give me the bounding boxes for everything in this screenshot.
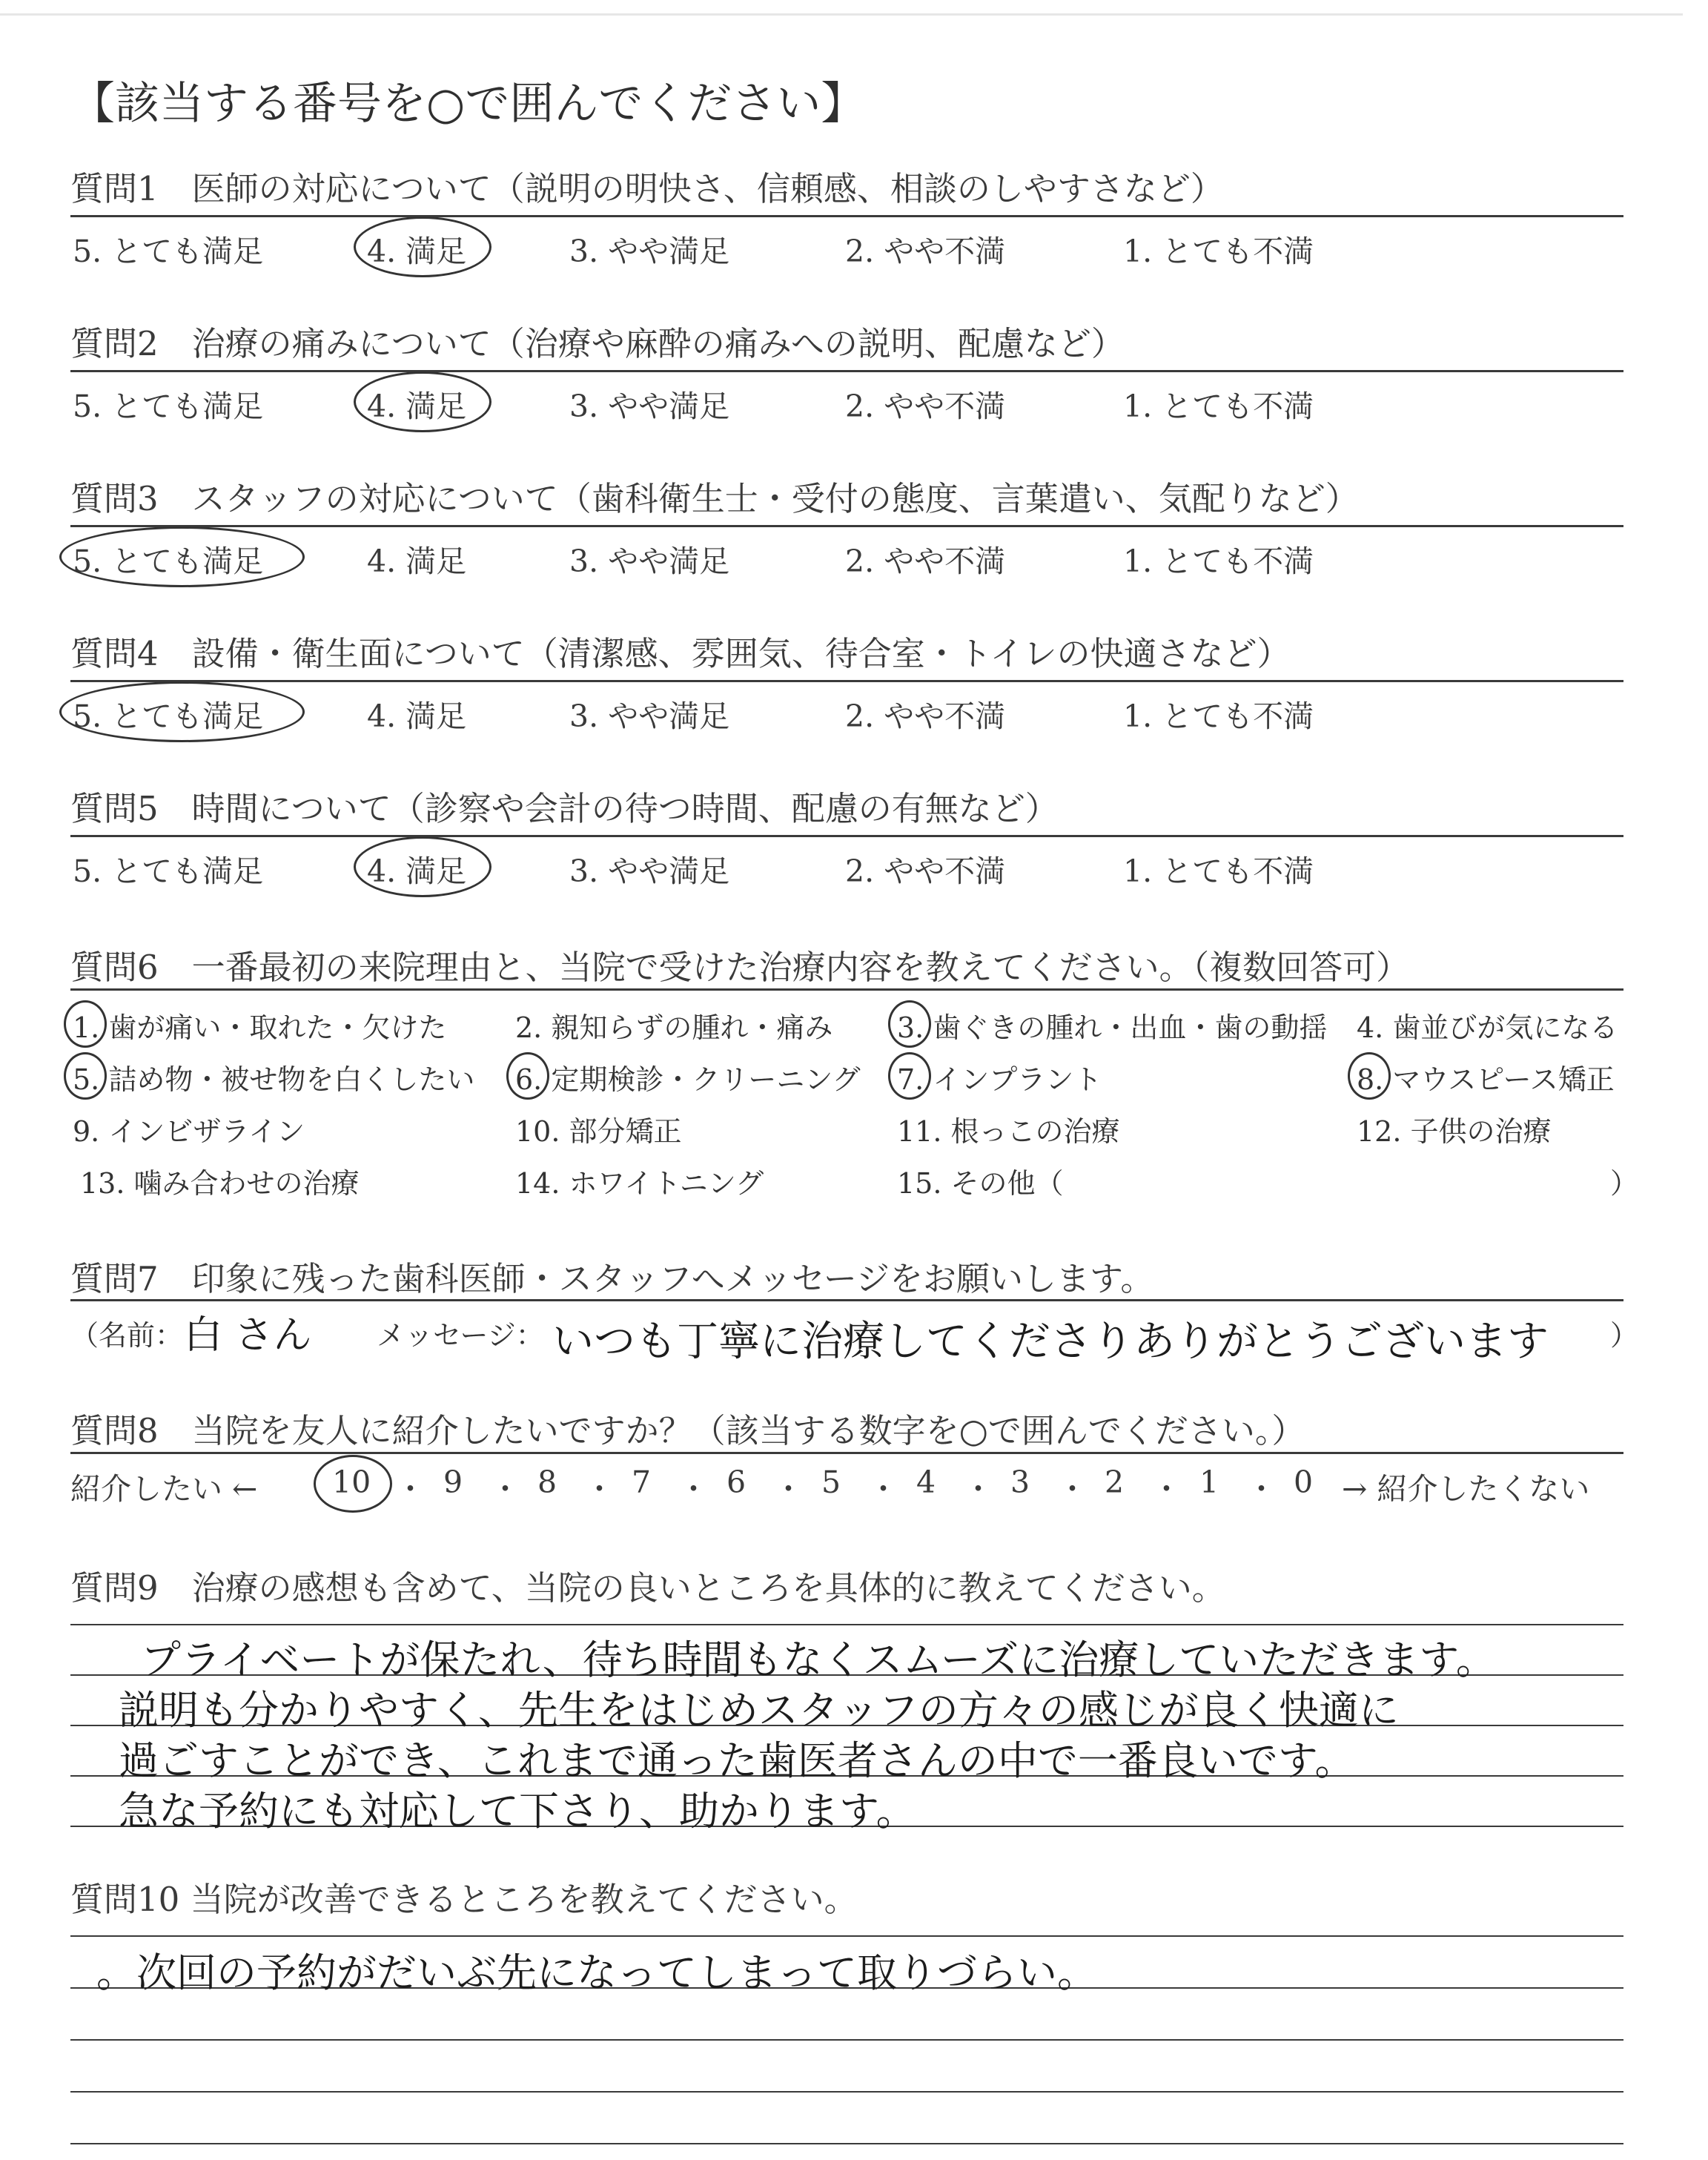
q1-option-4[interactable]: 4. 満足 xyxy=(367,234,467,269)
q8-scale-separator: ・ xyxy=(395,1471,426,1507)
q9-answer-line[interactable]: 急な予約にも対応して下さり、助かります。 xyxy=(119,1788,916,1834)
q9-title: 質問9 治療の感想も含めて、当院の良いところを具体的に教えてください。 xyxy=(70,1568,1225,1608)
q4-option-2[interactable]: 2. やや不満 xyxy=(845,698,1006,734)
q8-scale-3[interactable]: 3 xyxy=(1010,1464,1030,1500)
q7-title: 質問7 印象に残った歯科医師・スタッフへメッセージをお願いします。 xyxy=(70,1259,1154,1298)
q6-option-6[interactable]: 6. 定期検診・クリーニング xyxy=(515,1063,861,1096)
q6-option-5[interactable]: 5. 詰め物・被せ物を白くしたい xyxy=(73,1063,475,1096)
q8-scale-10[interactable]: 10 xyxy=(332,1464,371,1500)
q6-option-11[interactable]: 11. 根っこの治療 xyxy=(897,1115,1120,1148)
q8-scale-separator: ・ xyxy=(490,1471,520,1507)
q8-scale-1[interactable]: 1 xyxy=(1199,1464,1219,1500)
q9-answer-line[interactable]: 説明も分かりやすく、先生をはじめスタッフの方々の感じが良く快適に xyxy=(119,1687,1399,1734)
q6-rule xyxy=(70,988,1623,991)
q3-option-5[interactable]: 5. とても満足 xyxy=(73,544,264,579)
q9-answer-line[interactable]: 過ごすことができ、これまで通った歯医者さんの中で一番良いです。 xyxy=(119,1737,1355,1784)
q5-selected-circle xyxy=(354,836,491,897)
q5-title: 質問5 時間について（診察や会計の待つ時間、配慮の有無など） xyxy=(70,789,1059,828)
q9-rule xyxy=(70,1624,1623,1625)
q10-answer-line[interactable]: 。次回の予約がだいぶ先になってしまって取りづらい。 xyxy=(96,1949,1097,1996)
q4-option-1[interactable]: 1. とても不満 xyxy=(1123,698,1314,734)
q8-scale-4[interactable]: 4 xyxy=(916,1464,936,1500)
q8-right-label: → 紹介したくない xyxy=(1342,1471,1590,1507)
q10-rule xyxy=(70,2091,1623,2093)
q6-option-5-circle xyxy=(64,1052,107,1100)
q6-option-4[interactable]: 4. 歯並びが気になる xyxy=(1357,1011,1618,1044)
q4-option-5[interactable]: 5. とても満足 xyxy=(73,698,264,734)
q6-option-1-circle xyxy=(64,1000,107,1048)
q7-name-value[interactable]: 白 さん xyxy=(184,1313,312,1358)
q1-option-3[interactable]: 3. やや満足 xyxy=(569,234,730,269)
q8-selected-circle xyxy=(314,1455,392,1513)
page-heading: 【該当する番号を○で囲んでください】 xyxy=(70,78,866,130)
q1-selected-circle xyxy=(354,217,491,277)
q6-title: 質問6 一番最初の来院理由と、当院で受けた治療内容を教えてください。（複数回答可） xyxy=(70,948,1410,987)
q8-scale-9[interactable]: 9 xyxy=(443,1464,463,1500)
q8-scale-6[interactable]: 6 xyxy=(726,1464,747,1500)
q6-other-close: ） xyxy=(1610,1167,1639,1200)
q4-rule xyxy=(70,680,1623,682)
q1-title: 質問1 医師の対応について（説明の明快さ、信頼感、相談のしやすさなど） xyxy=(70,169,1224,208)
q5-option-4[interactable]: 4. 満足 xyxy=(367,853,467,889)
q6-option-15[interactable]: 15. その他（ xyxy=(897,1167,1064,1200)
q3-option-3[interactable]: 3. やや満足 xyxy=(569,544,730,579)
q6-option-2[interactable]: 2. 親知らずの腫れ・痛み xyxy=(515,1011,833,1044)
q6-option-1[interactable]: 1. 歯が痛い・取れた・欠けた xyxy=(73,1011,447,1044)
q8-rule xyxy=(70,1452,1623,1454)
q4-selected-circle xyxy=(59,681,305,742)
q5-option-5[interactable]: 5. とても満足 xyxy=(73,853,264,889)
q7-close: ） xyxy=(1610,1319,1639,1352)
q6-option-8-circle xyxy=(1348,1052,1391,1100)
q10-rule xyxy=(70,2143,1623,2144)
q4-option-4[interactable]: 4. 満足 xyxy=(367,698,467,734)
q9-answer-line[interactable]: プライベートが保たれ、待ち時間もなくスムーズに治療していただきます。 xyxy=(141,1636,1496,1683)
q5-option-3[interactable]: 3. やや満足 xyxy=(569,853,730,889)
q2-title: 質問2 治療の痛みについて（治療や麻酔の痛みへの説明、配慮など） xyxy=(70,324,1125,363)
q8-scale-separator: ・ xyxy=(678,1471,709,1507)
q8-scale-separator: ・ xyxy=(1151,1471,1182,1507)
q2-option-5[interactable]: 5. とても満足 xyxy=(73,389,264,424)
q3-selected-circle xyxy=(59,526,305,587)
q2-option-1[interactable]: 1. とても不満 xyxy=(1123,389,1314,424)
q8-scale-separator: ・ xyxy=(584,1471,615,1507)
q3-option-4[interactable]: 4. 満足 xyxy=(367,544,467,579)
q7-name-label: （名前： xyxy=(70,1319,184,1352)
q5-rule xyxy=(70,835,1623,837)
q8-scale-0[interactable]: 0 xyxy=(1294,1464,1314,1500)
q8-scale-separator: ・ xyxy=(1057,1471,1088,1507)
q8-scale-7[interactable]: 7 xyxy=(632,1464,652,1500)
q8-title: 質問8 当院を友人に紹介したいですか？（該当する数字を○で囲んでください。） xyxy=(70,1411,1305,1450)
q1-option-5[interactable]: 5. とても満足 xyxy=(73,234,264,269)
q1-option-2[interactable]: 2. やや不満 xyxy=(845,234,1006,269)
q8-scale-separator: ・ xyxy=(1246,1471,1277,1507)
q7-rule xyxy=(70,1299,1623,1301)
q6-option-7-circle xyxy=(888,1052,931,1100)
q8-scale-8[interactable]: 8 xyxy=(537,1464,557,1500)
q6-option-13[interactable]: 13. 噛み合わせの治療 xyxy=(80,1167,360,1200)
q5-option-2[interactable]: 2. やや不満 xyxy=(845,853,1006,889)
q6-option-3-circle xyxy=(888,1000,931,1048)
q2-option-2[interactable]: 2. やや不満 xyxy=(845,389,1006,424)
q3-rule xyxy=(70,525,1623,527)
q6-option-8[interactable]: 8. マウスピース矯正 xyxy=(1357,1063,1615,1096)
q8-scale-5[interactable]: 5 xyxy=(821,1464,841,1500)
q10-rule xyxy=(70,1935,1623,1937)
q10-title: 質問10 当院が改善できるところを教えてください。 xyxy=(70,1880,858,1919)
q3-option-2[interactable]: 2. やや不満 xyxy=(845,544,1006,579)
q6-option-6-circle xyxy=(506,1052,549,1100)
q8-scale-separator: ・ xyxy=(773,1471,804,1507)
q8-scale-2[interactable]: 2 xyxy=(1105,1464,1125,1500)
q7-message-label: メッセージ： xyxy=(377,1319,544,1352)
q2-option-3[interactable]: 3. やや満足 xyxy=(569,389,730,424)
q10-rule xyxy=(70,2039,1623,2041)
q5-option-1[interactable]: 1. とても不満 xyxy=(1123,853,1314,889)
q6-option-14[interactable]: 14. ホワイトニング xyxy=(515,1167,764,1200)
q3-title: 質問3 スタッフの対応について（歯科衛生士・受付の態度、言葉遣い、気配りなど） xyxy=(70,479,1359,518)
q8-scale-separator: ・ xyxy=(868,1471,898,1507)
q2-option-4[interactable]: 4. 満足 xyxy=(367,389,467,424)
q7-message-value[interactable]: いつも丁寧に治療してくださりありがとうございます xyxy=(552,1318,1549,1366)
q6-option-12[interactable]: 12. 子供の治療 xyxy=(1357,1115,1552,1148)
q1-option-1[interactable]: 1. とても不満 xyxy=(1123,234,1314,269)
scan-edge-line xyxy=(0,13,1683,16)
q6-option-9[interactable]: 9. インビザライン xyxy=(73,1115,305,1148)
q8-left-label: 紹介したい ← xyxy=(70,1471,258,1507)
q1-rule xyxy=(70,215,1623,217)
q4-title: 質問4 設備・衛生面について（清潔感、雰囲気、待合室・トイレの快適さなど） xyxy=(70,634,1291,673)
q2-selected-circle xyxy=(354,371,491,432)
q4-option-3[interactable]: 3. やや満足 xyxy=(569,698,730,734)
q6-option-3[interactable]: 3. 歯ぐきの腫れ・出血・歯の動揺 xyxy=(897,1011,1328,1044)
q3-option-1[interactable]: 1. とても不満 xyxy=(1123,544,1314,579)
q6-option-7[interactable]: 7. インプラント xyxy=(897,1063,1102,1096)
q8-scale-separator: ・ xyxy=(963,1471,993,1507)
q2-rule xyxy=(70,370,1623,372)
q6-option-10[interactable]: 10. 部分矯正 xyxy=(515,1115,682,1148)
